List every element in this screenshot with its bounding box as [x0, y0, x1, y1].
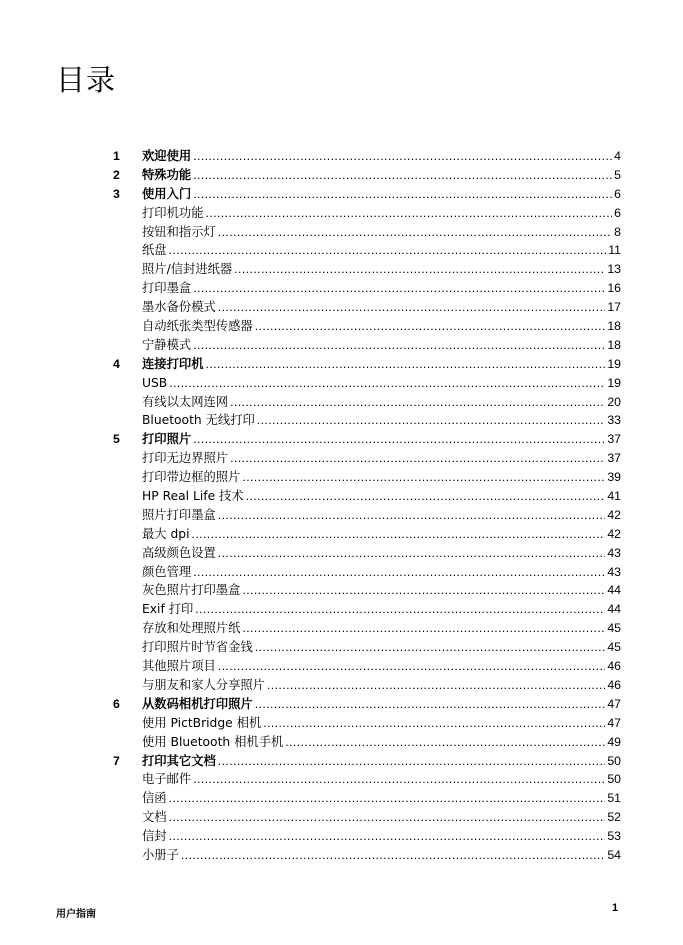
toc-dot-leader: [230, 393, 605, 412]
toc-entry-label: 使用入门: [142, 186, 192, 201]
toc-dot-leader: [193, 166, 612, 185]
toc-page-number: 50: [607, 753, 621, 768]
toc-section-entry[interactable]: [113, 241, 621, 260]
toc-dot-leader: [195, 600, 605, 619]
toc-dot-leader: [169, 374, 605, 393]
toc-section-entry[interactable]: [113, 676, 621, 695]
toc-chapter-entry[interactable]: [113, 355, 621, 374]
toc-dot-leader: [193, 185, 612, 204]
toc-page-number: 45: [607, 640, 621, 655]
toc-section-entry[interactable]: [113, 336, 621, 355]
toc-entry-label: 电子邮件: [142, 772, 192, 787]
toc-page-number: 19: [607, 356, 621, 371]
toc-entry-label: 最大 dpi: [142, 526, 190, 541]
toc-section-entry[interactable]: [113, 600, 621, 619]
toc-dot-leader: [169, 241, 607, 260]
toc-dot-leader: [218, 223, 612, 242]
toc-section-entry[interactable]: [113, 638, 621, 657]
toc-page-number: 42: [607, 507, 621, 522]
toc-page-number: 46: [607, 659, 621, 674]
toc-dot-leader: [255, 638, 606, 657]
toc-dot-leader: [206, 204, 613, 223]
toc-section-entry[interactable]: [113, 468, 621, 487]
toc-page-number: 6: [614, 186, 621, 201]
toc-page-number: 39: [607, 470, 621, 485]
toc-page-number: 52: [607, 810, 621, 825]
toc-page-number: 45: [607, 621, 621, 636]
toc-entry-label: 特殊功能: [142, 167, 192, 182]
toc-page-number: 43: [607, 564, 621, 579]
toc-entry-label: 打印墨盒: [142, 281, 192, 296]
toc-section-entry[interactable]: [113, 260, 621, 279]
toc-entry-label: 墨水备份模式: [142, 300, 216, 315]
toc-dot-leader: [218, 752, 606, 771]
toc-section-entry[interactable]: [113, 563, 621, 582]
toc-page-number: 6: [614, 205, 621, 220]
toc-dot-leader: [263, 714, 605, 733]
toc-page-number: 5: [614, 167, 621, 182]
toc-chapter-number: 6: [113, 696, 120, 711]
toc-dot-leader: [218, 506, 606, 525]
toc-page-number: 37: [607, 432, 621, 447]
toc-chapter-entry[interactable]: [113, 185, 621, 204]
toc-dot-leader: [169, 789, 606, 808]
toc-page-number: 44: [607, 583, 621, 598]
toc-dot-leader: [242, 581, 605, 600]
toc-page-number: 43: [607, 545, 621, 560]
toc-dot-leader: [246, 487, 606, 506]
toc-entry-label: 打印带边框的照片: [142, 470, 241, 485]
toc-entry-label: 宁静模式: [142, 337, 192, 352]
toc-section-entry[interactable]: [113, 789, 621, 808]
toc-dot-leader: [218, 298, 606, 317]
toc-entry-label: 打印照片: [142, 432, 192, 447]
toc-page-number: 8: [614, 224, 621, 239]
table-of-contents: [113, 147, 621, 865]
toc-dot-leader: [169, 827, 606, 846]
toc-chapter-entry[interactable]: [113, 147, 621, 166]
toc-section-entry[interactable]: [113, 846, 621, 865]
toc-page-number: 20: [607, 394, 621, 409]
toc-entry-label: 有线以太网连网: [142, 394, 229, 409]
toc-section-entry[interactable]: [113, 204, 621, 223]
toc-page-number: 46: [607, 677, 621, 692]
toc-entry-label: 存放和处理照片纸: [142, 621, 241, 636]
toc-entry-label: 文档: [142, 810, 167, 825]
toc-entry-label: 按钮和指示灯: [142, 224, 216, 239]
footer-guide-name: 用户指南: [56, 909, 96, 920]
toc-dot-leader: [193, 430, 605, 449]
toc-section-entry[interactable]: [113, 714, 621, 733]
toc-entry-label: 连接打印机: [142, 356, 204, 371]
toc-entry-label: 打印其它文档: [142, 753, 216, 768]
toc-section-entry[interactable]: [113, 449, 621, 468]
toc-section-entry[interactable]: [113, 808, 621, 827]
toc-page-number: 13: [607, 262, 621, 277]
toc-dot-leader: [242, 619, 605, 638]
toc-entry-label: 纸盘: [142, 243, 167, 258]
page-title: 目录: [56, 63, 117, 97]
toc-section-entry[interactable]: [113, 581, 621, 600]
toc-section-entry[interactable]: [113, 223, 621, 242]
toc-dot-leader: [255, 695, 606, 714]
toc-dot-leader: [218, 657, 606, 676]
toc-page-number: 37: [607, 451, 621, 466]
toc-entry-label: 小册子: [142, 847, 179, 862]
toc-dot-leader: [218, 544, 606, 563]
toc-chapter-number: 2: [113, 167, 120, 182]
toc-entry-label: USB: [142, 375, 168, 390]
toc-page-number: 19: [607, 375, 621, 390]
toc-entry-label: Exif 打印: [142, 602, 194, 617]
toc-entry-label: 欢迎使用: [142, 149, 192, 163]
toc-dot-leader: [193, 147, 612, 166]
toc-dot-leader: [230, 449, 605, 468]
toc-entry-label: 照片/信封进纸器: [142, 262, 233, 277]
toc-dot-leader: [234, 260, 605, 279]
toc-chapter-number: 4: [113, 356, 120, 371]
toc-dot-leader: [193, 563, 605, 582]
toc-entry-label: 高级颜色设置: [142, 545, 216, 560]
toc-page-number: 17: [607, 300, 621, 315]
toc-chapter-entry[interactable]: [113, 695, 621, 714]
toc-page-number: 11: [608, 243, 621, 258]
toc-section-entry[interactable]: [113, 525, 621, 544]
toc-section-entry[interactable]: [113, 506, 621, 525]
toc-page-number: 54: [607, 847, 621, 862]
toc-page-number: 47: [607, 696, 621, 711]
toc-section-entry[interactable]: [113, 827, 621, 846]
toc-dot-leader: [193, 336, 605, 355]
toc-entry-label: HP Real Life 技术: [142, 489, 244, 504]
toc-entry-label: 照片打印墨盒: [142, 507, 216, 522]
toc-page-number: 33: [607, 413, 621, 428]
toc-page-number: 42: [607, 526, 621, 541]
toc-page-number: 16: [607, 281, 621, 296]
toc-chapter-entry[interactable]: [113, 430, 621, 449]
toc-section-entry[interactable]: [113, 544, 621, 563]
toc-section-entry[interactable]: [113, 619, 621, 638]
toc-page-number: 4: [614, 149, 621, 163]
footer-page-number: 1: [612, 902, 619, 914]
toc-dot-leader: [192, 525, 606, 544]
toc-section-entry[interactable]: [113, 487, 621, 506]
toc-entry-label: 自动纸张类型传感器: [142, 319, 253, 334]
toc-entry-label: 打印照片时节省金钱: [142, 640, 253, 655]
toc-section-entry[interactable]: [113, 770, 621, 789]
toc-entry-label: 其他照片项目: [142, 659, 216, 674]
toc-section-entry[interactable]: [113, 317, 621, 336]
toc-entry-label: Bluetooth 无线打印: [142, 413, 255, 428]
toc-section-entry[interactable]: [113, 733, 621, 752]
toc-page-number: 47: [607, 715, 621, 730]
toc-entry-label: 打印机功能: [142, 205, 204, 220]
toc-chapter-number: 1: [113, 149, 120, 163]
toc-dot-leader: [193, 279, 605, 298]
toc-dot-leader: [193, 770, 605, 789]
toc-page-number: 18: [607, 319, 621, 334]
toc-dot-leader: [206, 355, 606, 374]
toc-page-number: 50: [607, 772, 621, 787]
toc-dot-leader: [267, 676, 605, 695]
toc-dot-leader: [181, 846, 605, 865]
toc-page-number: 51: [607, 791, 621, 806]
toc-dot-leader: [255, 317, 606, 336]
toc-chapter-number: 3: [113, 186, 120, 201]
toc-page-number: 49: [607, 734, 621, 749]
toc-chapter-number: 7: [113, 753, 120, 768]
toc-entry-label: 信函: [142, 791, 167, 806]
toc-chapter-entry[interactable]: [113, 752, 621, 771]
toc-entry-label: 打印无边界照片: [142, 451, 229, 466]
toc-page-number: 41: [607, 489, 621, 504]
toc-section-entry[interactable]: [113, 298, 621, 317]
toc-entry-label: 使用 Bluetooth 相机手机: [142, 734, 284, 749]
toc-chapter-entry[interactable]: [113, 166, 621, 185]
toc-section-entry[interactable]: [113, 657, 621, 676]
toc-dot-leader: [169, 808, 606, 827]
toc-entry-label: 与朋友和家人分享照片: [142, 677, 265, 692]
toc-page-number: 44: [607, 602, 621, 617]
toc-section-entry[interactable]: [113, 279, 621, 298]
toc-entry-label: 信封: [142, 829, 167, 844]
toc-page-number: 53: [607, 829, 621, 844]
toc-entry-label: 使用 PictBridge 相机: [142, 715, 262, 730]
toc-section-entry[interactable]: [113, 411, 621, 430]
toc-dot-leader: [285, 733, 605, 752]
toc-section-entry[interactable]: [113, 393, 621, 412]
toc-entry-label: 灰色照片打印墨盒: [142, 583, 241, 598]
toc-dot-leader: [257, 411, 606, 430]
toc-entry-label: 从数码相机打印照片: [142, 696, 253, 711]
toc-entry-label: 颜色管理: [142, 564, 192, 579]
toc-section-entry[interactable]: [113, 374, 621, 393]
toc-chapter-number: 5: [113, 432, 120, 447]
toc-page-number: 18: [607, 337, 621, 352]
toc-dot-leader: [242, 468, 605, 487]
